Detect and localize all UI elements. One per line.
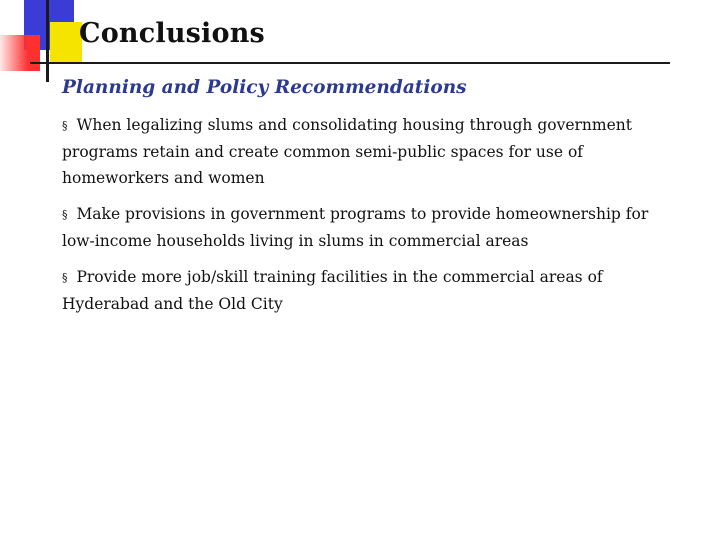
red-square-decoration bbox=[0, 35, 40, 71]
bullet-item bbox=[62, 112, 662, 191]
slide-subtitle: Planning and Policy Recommendations bbox=[62, 77, 467, 98]
bullet-marker: § bbox=[62, 271, 68, 284]
bullet-text: Provide more job/skill training facilities in the commercial areas of Hyderabad and the Old City bbox=[62, 268, 603, 313]
bullet-marker: § bbox=[62, 119, 68, 132]
bullet-text: When legalizing slums and consolidating housing through government programs retain and create common semi-public spaces for use of homeworkers and women bbox=[62, 116, 632, 187]
vertical-rule bbox=[46, 0, 49, 82]
yellow-square-decoration bbox=[50, 22, 82, 62]
bullet-marker: § bbox=[62, 208, 68, 221]
bullet-text: Make provisions in government programs to provide homeownership for low-income households living in slums in commercial areas bbox=[62, 205, 649, 250]
bullet-item bbox=[62, 264, 662, 317]
slide-title: Conclusions bbox=[79, 18, 265, 49]
bullet-item bbox=[62, 201, 662, 254]
title-underline-rule bbox=[30, 62, 670, 64]
bullet-list bbox=[62, 112, 662, 327]
